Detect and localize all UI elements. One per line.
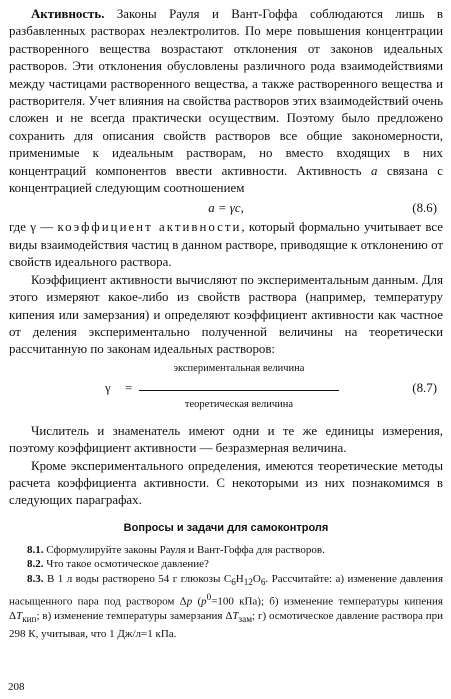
paragraph-text: где γ — (9, 220, 58, 235)
fraction-denominator: теоретическая величина (184, 398, 294, 410)
question-number: 8.1. (27, 543, 44, 556)
question-text: ; г) осмотическое давление раствора при 298 К, учитывая, что 1 Дж/л=1 кПа. (9, 609, 443, 640)
question-number: 8.3. (27, 572, 44, 585)
paragraph-text: , который формально учитывает все виды взаимодействия частиц в данном растворе, приводящие к отклонению от свойств идеального раствора. (9, 220, 443, 270)
page-number: 208 (8, 681, 25, 693)
variable: p (186, 595, 193, 608)
equation-equals: = (125, 380, 133, 395)
paragraph-units: Числитель и знаменатель имеют одни и те же единицы измерения, поэтому коэффициент активности — безразмерная величина. (9, 423, 443, 456)
variable-a: a (370, 163, 378, 178)
question-text: ; в) изменение температуры замерзания Δ (36, 609, 233, 622)
question-text: . Рассчитайте: а) изменение давления насыщенного пара под раствором Δ (9, 572, 444, 608)
equation-8-6 (9, 197, 443, 219)
variable: T (232, 609, 239, 622)
fraction-bar (139, 390, 339, 391)
subscript: 12 (243, 577, 253, 588)
equation-text: a = γc, (208, 201, 244, 216)
question-text: H (235, 572, 244, 585)
term-activity: Активность. (31, 7, 105, 21)
paragraph-text: Законы Рауля и Вант-Гоффа соблюдаются лишь в разбавленных растворах неэлектролитов. По мере повышения концентрации растворенного вещества возрастают отклонения от законов идеальных растворов. Эти отклонения обусловлены различного рода взаимодействиями между частицами растворенного вещества, а также растворенного вещества и растворителя. Учет влияния на свойства растворов этих взаимодействий очень сложен и не всегда практически осуществим. Поэтому было предложено сохранить для описания свойств растворов все общие закономерности, применимые к идеальным растворам, но вместо входящих в них концентраций компонентов ввести активности. Активность (9, 7, 443, 178)
equation-number: (8.6) (412, 201, 437, 216)
question-8-2 (9, 557, 443, 572)
question-text: ( (192, 595, 202, 608)
superscript: 0 (206, 591, 212, 602)
equation-8-7 (9, 359, 443, 423)
question-text: В 1 л воды растворено 54 г глюкозы C (43, 572, 232, 585)
equation-number: (8.7) (412, 380, 437, 395)
question-text: Сформулируйте законы Рауля и Вант-Гоффа для растворов. (43, 543, 325, 556)
term-activity-coefficient: коэффициент активности (57, 220, 242, 235)
paragraph-activity (9, 6, 443, 197)
subscript: зам (238, 614, 253, 625)
question-text: Что такое осмотическое давление? (43, 558, 209, 571)
paragraph-coefficient-definition (9, 219, 443, 271)
question-8-1 (9, 543, 443, 558)
paragraph-text-tail: связана с концентрацией следующим соотношением (9, 163, 443, 196)
question-text: =100 кПа); б) изменение температуры кипения Δ (9, 595, 443, 622)
section-heading: Вопросы и задачи для самоконтроля (123, 521, 329, 534)
subscript: 6 (260, 577, 266, 588)
paragraph-theoretical-methods: Кроме экспериментального определения, имеются теоретические методы расчета коэффициента активности. С некоторыми из них познакомимся в следующих параграфах. (9, 458, 443, 508)
question-text: O (252, 572, 261, 585)
equation-lhs: γ (105, 380, 111, 395)
question-number: 8.2. (27, 558, 44, 571)
question-8-3 (9, 572, 443, 641)
variable: p (201, 595, 207, 608)
subscript: 6 (231, 577, 236, 588)
variable: T (16, 609, 23, 622)
paragraph-experimental: Коэффициент активности вычисляют по экспериментальным данным. Для этого измеряют какое-либо из свойств раствора (например, температуру кипения или замерзания) и определяют коэффициент активности как частное от деления экспериментально полученной величины на теоретически рассчитанную по законам идеальных растворов: (9, 272, 443, 357)
subscript: кип (22, 614, 37, 625)
fraction-numerator: экспериментальная величина (173, 362, 305, 374)
